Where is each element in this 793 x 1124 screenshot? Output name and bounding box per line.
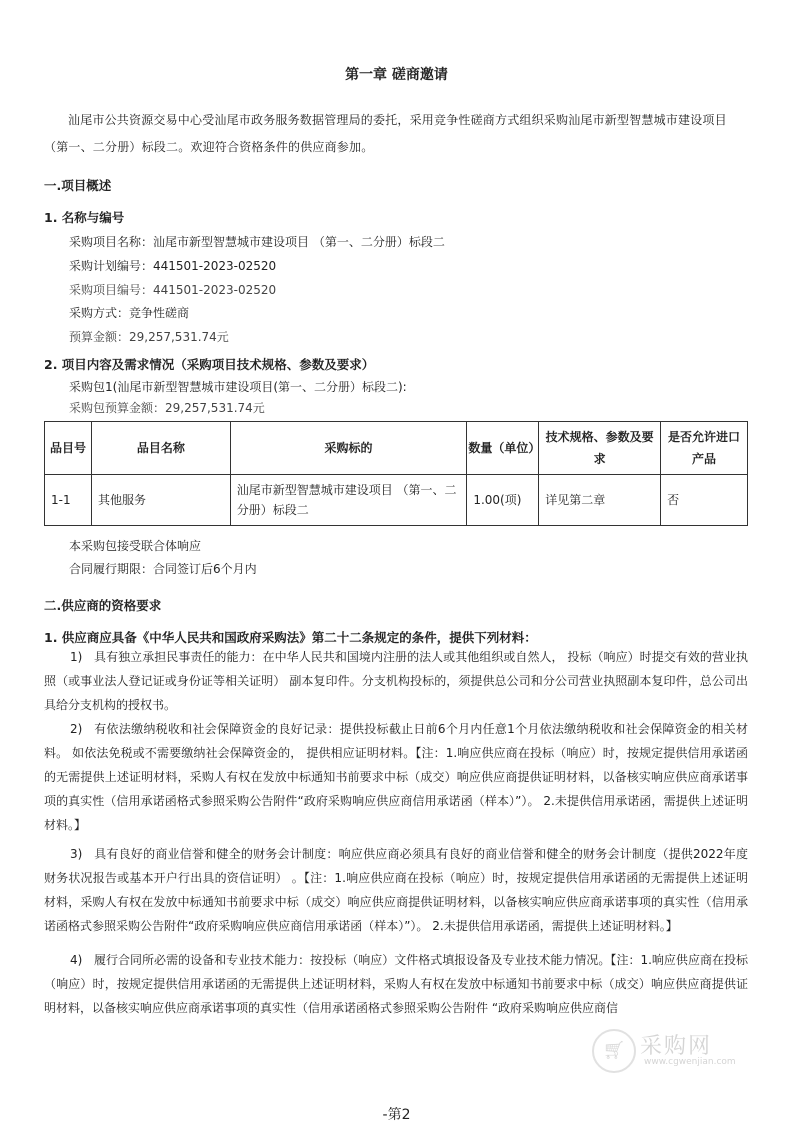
col-header-quantity: 数量（单位） — [467, 422, 539, 475]
cart-logo-icon: 🛒︎ — [592, 1029, 636, 1073]
package-budget-line: 采购包预算金额：29,257,531.74元 — [69, 401, 265, 415]
items-table — [44, 421, 748, 526]
page-title: 第一章 磋商邀请 — [345, 67, 448, 83]
requirement-text: 具有独立承担民事责任的能力：在中华人民共和国境内注册的法人或其他组织或自然人， 投标（响应）时提交有效的营业执照（或事业法人登记证或身份证等相关证明） 副本复印件。分支机构投标的，须提供总公司和分公司营业执照副本复印件，总公司出具给分支机构的授权书。 — [44, 650, 748, 712]
col-header-spec: 技术规格、参数及要求 — [539, 422, 661, 475]
project-number-line: 采购项目编号：441501-2023-02520 — [69, 283, 277, 297]
col-header-target: 采购标的 — [230, 422, 467, 475]
section-heading-overview: 一.项目概述 — [44, 178, 112, 193]
cell-item-no: 1-1 — [45, 475, 92, 526]
requirement-number: 1) — [70, 650, 83, 664]
package-line: 采购包1(汕尾市新型智慧城市建设项目(第一、二分册）标段二): — [69, 380, 407, 394]
method-line: 采购方式：竞争性磋商 — [69, 306, 190, 320]
col-header-item-name: 品目名称 — [91, 422, 230, 475]
watermark-url: www.cgwenjian.com — [644, 1057, 736, 1067]
requirement-text: 具有良好的商业信誉和健全的财务会计制度：响应供应商必须具有良好的商业信誉和健全的财务会计制度（提供2022年度财务状况报告或基本开户行出具的资信证明） 。【注：1.响应供应商在投标（响应）时，按规定提供信用承诺函的无需提供上述证明材料，采购人有权在发放中标通知书前要求中标（成交）响应供应商提供证明材料，以备核实响应供应商承诺事项的真实性（信用承诺函格式参照采购公告附件“政府采购响应供应商信用承诺函（样本）”）。 2.未提供信用承诺函，需提供上述证明材料。】 — [44, 847, 748, 933]
requirement-text: 履行合同所必需的设备和专业技术能力：按投标（响应）文件格式填报设备及专业技术能力情况。【注：1.响应供应商在投标（响应）时，按规定提供信用承诺函的无需提供上述证明材料，采购人有权在发放中标通知书前要求中标（成交）响应供应商提供证明材料，以备核实响应供应商承诺事项的真实性（信用承诺函格式参照采购公告附件 “政府采购响应供应商信 — [44, 953, 748, 1015]
cell-item-name: 其他服务 — [91, 475, 230, 526]
requirement-item-2 — [44, 717, 748, 837]
page-number: -第2 — [382, 1107, 411, 1123]
table-header-row — [45, 422, 748, 475]
cell-quantity: 1.00(项) — [467, 475, 539, 526]
section-heading-qualification: 二.供应商的资格要求 — [44, 598, 162, 613]
requirement-number: 2) — [70, 722, 83, 736]
requirement-number: 4) — [70, 953, 83, 967]
requirement-item-1 — [44, 645, 748, 717]
project-name-line: 采购项目名称：汕尾市新型智慧城市建设项目 （第一、二分册）标段二 — [69, 235, 445, 249]
cell-import: 否 — [661, 475, 748, 526]
cell-target: 汕尾市新型智慧城市建设项目 （第一、二分册）标段二 — [230, 475, 467, 526]
plan-number-line: 采购计划编号：441501-2023-02520 — [69, 259, 277, 273]
budget-line: 预算金额：29,257,531.74元 — [69, 330, 229, 344]
requirement-number: 3) — [70, 847, 83, 861]
requirement-item-3 — [44, 842, 748, 938]
requirement-item-4 — [44, 948, 748, 1020]
consortium-line: 本采购包接受联合体响应 — [69, 539, 202, 553]
contract-period-line: 合同履行期限：合同签订后6个月内 — [69, 562, 257, 576]
subheading-law-conditions: 1. 供应商应具备《中华人民共和国政府采购法》第二十二条规定的条件，提供下列材料： — [44, 630, 537, 645]
cell-spec: 详见第二章 — [539, 475, 661, 526]
table-row — [45, 475, 748, 526]
watermark-brand: 采购网 — [640, 1034, 713, 1059]
watermark — [592, 1027, 792, 1075]
requirement-text: 有依法缴纳税收和社会保障资金的良好记录：提供投标截止日前6个月内任意1个月依法缴纳税收和社会保障资金的相关材料。 如依法免税或不需要缴纳社会保障资金的， 提供相应证明材料。【注：1.响应供应商在投标（响应）时，按规定提供信用承诺函的无需提供上述证明材料，采购人有权在发放中标通知书前要求中标（成交）响应供应商提供证明材料，以备核实响应供应商承诺事项的真实性（信用承诺函格式参照采购公告附件“政府采购响应供应商信用承诺函（样本）”）。 2.未提供信用承诺函，需提供上述证明材料。】 — [44, 722, 748, 832]
intro-paragraph: 汕尾市公共资源交易中心受汕尾市政务服务数据管理局的委托，采用竞争性磋商方式组织采购汕尾市新型智慧城市建设项目 （第一、二分册）标段二。欢迎符合资格条件的供应商参加。 — [44, 113, 727, 154]
col-header-item-no: 品目号 — [45, 422, 92, 475]
subheading-content-requirements: 2. 项目内容及需求情况（采购项目技术规格、参数及要求） — [44, 357, 375, 372]
col-header-import: 是否允许进口产品 — [661, 422, 748, 475]
subheading-name-number: 1. 名称与编号 — [44, 210, 125, 225]
